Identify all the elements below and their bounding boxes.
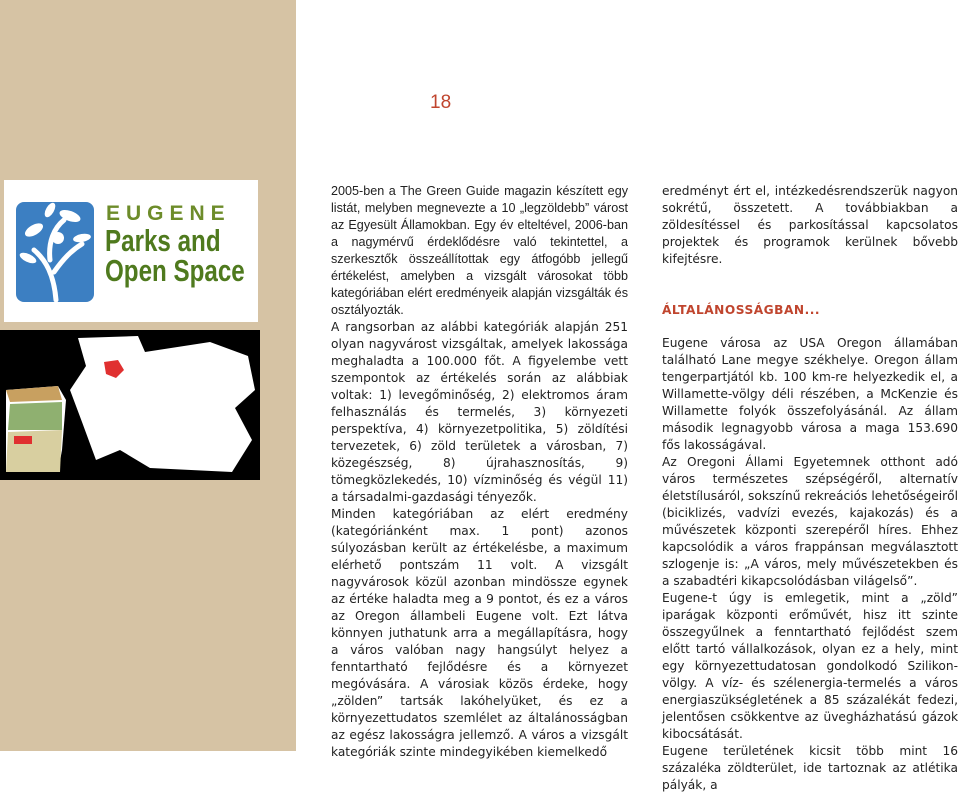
eugene-location-map: [0, 330, 260, 480]
text-column-right: [662, 183, 958, 794]
body-paragraph: Eugene-t úgy is emlegetik, mint a „zöld” iparágak központi erőművét, hisz itt szinte összegyűlnek a fenntartható fejlődést szem előtt tartó vállalkozások, olyan ez a hely, mint egy környezettudatosan gondolkodó Szilikon-völgy. A víz- és szélenergia-termelés a város energiaszükségletének a 85 százalékát fedezi, jelentősen csökkentve az üvegházhatású gázok kibocsátását.: [662, 591, 958, 741]
section-heading: ÁLTALÁNOSSÁGBAN...: [662, 303, 820, 317]
page-number: 18: [430, 92, 452, 113]
logo-title-eugene: EUGENE: [106, 202, 231, 225]
body-paragraph: Eugene területének kicsit több mint 16 százaléka zöldterület, ide tartoznak az atlétika pályák, a: [662, 744, 958, 792]
body-paragraph: A rangsorban az alábbi kategóriák alapján 251 olyan nagyvárost vizsgáltak, amelyek lakossága meghaladta a 100.000 főt. A figyelembe vett szempontok az értékelés során az alábbiak voltak: 1) levegőminőség, 2) elektromos áram felhasználás és termelés, 3) környezeti perspektíva, 4) környezetpolitika, 5) zöldítési tervezetek, 6) zöld területek a városban, 7) közegészség, 8) újrahasznosítás, 9) tömegközlekedés, 10) vízminőség és végül 11) a társadalmi-gazdasági tényezők.: [331, 320, 628, 504]
body-paragraph: Eugene városa az USA Oregon államában található Lane megye székhelye. Oregon állam tengerpartjától kb. 100 km-re helyezkedik el, a Willamette-völgy déli részében, a McKenzie és Willamette folyók összefolyásánál. Az állam második legnagyobb városa a maga 153.690 fős lakosságával.: [662, 336, 958, 452]
body-paragraph: eredményt ért el, intézkedésrendszerük nagyon sokrétű, összetett. A továbbiakban a zöldesítéssel és parkosítással kapcsolatos projektek és programok kerülnek bővebb kifejtésre.: [662, 184, 958, 266]
body-paragraph: Minden kategóriában az elért eredmény (kategóriánként max. 1 pont) azonos súlyozásban került az értékelésbe, a maximum elérhető pontszám 11 volt. A vizsgált nagyvárosok közül azonban mindössze egynek az értéke haladta meg a 9 pontot, és ez a város az Oregon állambeli Eugene volt. Ezt látva könnyen juthatunk arra a megállapításra, hogy a város valóban nagy hangsúlyt helyez a fenntartható fejlődésre és a környezet megóvására. A városiak közös érdeke, hogy „zölden” tartsák lakóhelyüket, és ez a környezettudatos szemlélet az általánosságban az egész lakosságra jellemző. A város a vizsgált kategóriák szinte mindegyikében kiemelkedő: [331, 507, 628, 759]
logo-line-open-space: Open Space: [105, 253, 245, 288]
text-column-left: [331, 183, 628, 761]
eugene-parks-logo: [4, 180, 258, 322]
tree-person-logo-icon: [4, 180, 104, 322]
logo-line-parks: Parks and: [105, 223, 221, 258]
intro-paragraph: 2005-ben a The Green Guide magazin készített egy listát, melyben megnevezte a 10 „legzöldebb” várost az Egyesült Államokban. Egy év elteltével, 2006-ban a nagymérvű érdeklődésre való tekintettel, a szerkesztők összeállítottak egy átfogóbb jellegű értékelést, amelyben a vizsgált városokat több kategóriában elért eredményeik alapján vizsgálták és osztályozták.: [331, 184, 628, 317]
body-paragraph: Az Oregoni Állami Egyetemnek otthont adó város természetes szépségéről, alternatív életstílusáról, sokszínű rekreációs lehetőségeiről (biciklizés, vadvízi evezés, kajakozás) és a művészetek központi szerepéről híres. Ehhez kapcsolódik a város frappánsan megválasztott szlogenje is: „A város, mely művészetekben és a szabadtéri kikapcsolódásban világelső”.: [662, 455, 958, 588]
logo-title-parks: [105, 223, 245, 288]
city-boundary-map-icon: [0, 330, 260, 480]
